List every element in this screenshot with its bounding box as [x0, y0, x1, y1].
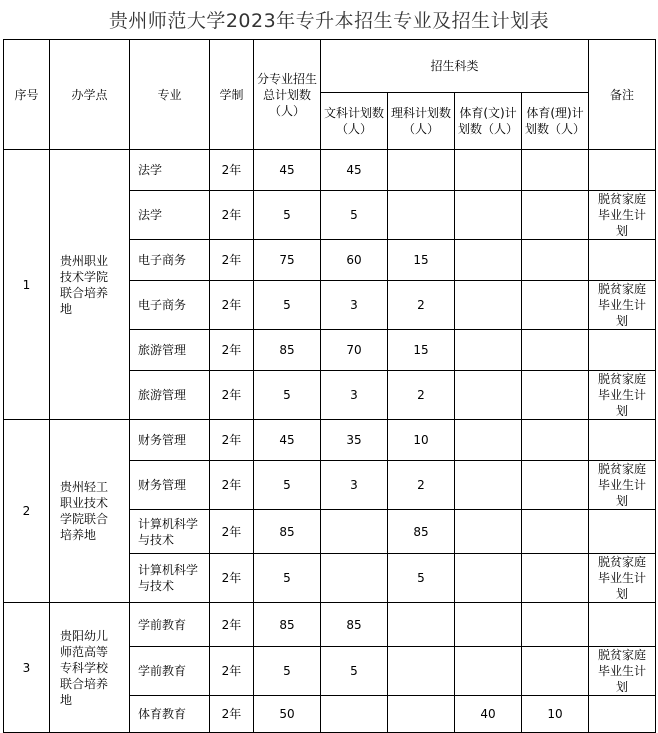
total-cell: 5	[254, 554, 321, 603]
total-cell: 5	[254, 647, 321, 696]
note-cell	[589, 150, 656, 191]
ty-wen-cell	[455, 240, 522, 281]
ty-wen-cell	[455, 554, 522, 603]
ty-wen-cell	[455, 603, 522, 647]
enrollment-plan-table	[3, 39, 656, 733]
years-cell: 2年	[210, 240, 254, 281]
ty-wen-cell	[455, 647, 522, 696]
table-row	[4, 420, 656, 461]
total-cell: 5	[254, 461, 321, 510]
header-li: 理科计划数（人）	[388, 93, 455, 150]
major-cell: 体育教育	[130, 696, 210, 733]
wen-cell: 60	[321, 240, 388, 281]
ty-li-cell	[522, 150, 589, 191]
total-cell: 85	[254, 330, 321, 371]
years-cell: 2年	[210, 150, 254, 191]
note-cell: 脱贫家庭毕业生计划	[589, 191, 656, 240]
note-cell	[589, 696, 656, 733]
major-cell: 旅游管理	[130, 371, 210, 420]
total-cell: 45	[254, 420, 321, 461]
ty-wen-cell	[455, 420, 522, 461]
li-cell	[388, 191, 455, 240]
major-cell: 财务管理	[130, 461, 210, 510]
wen-cell: 3	[321, 281, 388, 330]
ty-li-cell	[522, 371, 589, 420]
major-cell: 财务管理	[130, 420, 210, 461]
header-major: 专业	[130, 40, 210, 150]
note-cell	[589, 330, 656, 371]
note-cell	[589, 510, 656, 554]
li-cell: 15	[388, 330, 455, 371]
years-cell: 2年	[210, 647, 254, 696]
ty-li-cell	[522, 281, 589, 330]
page-title: 贵州师范大学2023年专升本招生专业及招生计划表	[108, 10, 550, 32]
li-cell	[388, 647, 455, 696]
wen-cell: 3	[321, 371, 388, 420]
wen-cell: 35	[321, 420, 388, 461]
ty-wen-cell	[455, 281, 522, 330]
li-cell: 5	[388, 554, 455, 603]
li-cell	[388, 150, 455, 191]
ty-li-cell	[522, 603, 589, 647]
li-cell: 15	[388, 240, 455, 281]
major-cell: 学前教育	[130, 603, 210, 647]
wen-cell: 5	[321, 647, 388, 696]
ty-li-cell	[522, 461, 589, 510]
wen-cell: 45	[321, 150, 388, 191]
header-seq: 序号	[4, 40, 50, 150]
header-note: 备注	[589, 40, 656, 150]
years-cell: 2年	[210, 371, 254, 420]
total-cell: 45	[254, 150, 321, 191]
site-cell: 贵阳幼儿师范高等专科学校联合培养地	[50, 603, 130, 733]
total-cell: 5	[254, 371, 321, 420]
total-cell: 75	[254, 240, 321, 281]
seq-cell: 2	[4, 420, 50, 603]
ty-wen-cell	[455, 330, 522, 371]
wen-cell: 70	[321, 330, 388, 371]
years-cell: 2年	[210, 554, 254, 603]
note-cell	[589, 420, 656, 461]
years-cell: 2年	[210, 510, 254, 554]
wen-cell: 85	[321, 603, 388, 647]
seq-cell: 1	[4, 150, 50, 420]
ty-wen-cell	[455, 191, 522, 240]
ty-wen-cell	[455, 510, 522, 554]
major-cell: 电子商务	[130, 240, 210, 281]
seq-cell: 3	[4, 603, 50, 733]
years-cell: 2年	[210, 330, 254, 371]
li-cell: 2	[388, 371, 455, 420]
wen-cell	[321, 696, 388, 733]
years-cell: 2年	[210, 461, 254, 510]
ty-li-cell	[522, 420, 589, 461]
header-total: 分专业招生总计划数（人）	[254, 40, 321, 150]
total-cell: 50	[254, 696, 321, 733]
note-cell: 脱贫家庭毕业生计划	[589, 461, 656, 510]
ty-wen-cell	[455, 461, 522, 510]
ty-wen-cell	[455, 150, 522, 191]
years-cell: 2年	[210, 603, 254, 647]
ty-li-cell	[522, 554, 589, 603]
header-site: 办学点	[50, 40, 130, 150]
header-category-group: 招生科类	[321, 40, 589, 93]
header-years: 学制	[210, 40, 254, 150]
wen-cell	[321, 554, 388, 603]
major-cell: 法学	[130, 150, 210, 191]
header-ty-li: 体育(理)计划数（人）	[522, 93, 589, 150]
header-ty-wen: 体育(文)计划数（人）	[455, 93, 522, 150]
years-cell: 2年	[210, 281, 254, 330]
ty-li-cell	[522, 330, 589, 371]
years-cell: 2年	[210, 420, 254, 461]
table-row	[4, 603, 656, 647]
total-cell: 85	[254, 510, 321, 554]
major-cell: 计算机科学与技术	[130, 510, 210, 554]
major-cell: 电子商务	[130, 281, 210, 330]
header-wen: 文科计划数（人）	[321, 93, 388, 150]
ty-li-cell	[522, 510, 589, 554]
years-cell: 2年	[210, 696, 254, 733]
li-cell: 85	[388, 510, 455, 554]
major-cell: 旅游管理	[130, 330, 210, 371]
major-cell: 计算机科学与技术	[130, 554, 210, 603]
site-cell: 贵州职业技术学院联合培养地	[50, 150, 130, 420]
note-cell: 脱贫家庭毕业生计划	[589, 371, 656, 420]
ty-li-cell	[522, 191, 589, 240]
li-cell: 2	[388, 281, 455, 330]
total-cell: 85	[254, 603, 321, 647]
major-cell: 学前教育	[130, 647, 210, 696]
site-cell: 贵州轻工职业技术学院联合培养地	[50, 420, 130, 603]
note-cell	[589, 603, 656, 647]
total-cell: 5	[254, 281, 321, 330]
li-cell	[388, 696, 455, 733]
li-cell	[388, 603, 455, 647]
ty-li-cell: 10	[522, 696, 589, 733]
wen-cell: 3	[321, 461, 388, 510]
total-cell: 5	[254, 191, 321, 240]
ty-wen-cell: 40	[455, 696, 522, 733]
note-cell: 脱贫家庭毕业生计划	[589, 554, 656, 603]
li-cell: 10	[388, 420, 455, 461]
note-cell: 脱贫家庭毕业生计划	[589, 281, 656, 330]
note-cell	[589, 240, 656, 281]
table-row	[4, 150, 656, 191]
note-cell: 脱贫家庭毕业生计划	[589, 647, 656, 696]
ty-wen-cell	[455, 371, 522, 420]
major-cell: 法学	[130, 191, 210, 240]
li-cell: 2	[388, 461, 455, 510]
wen-cell	[321, 510, 388, 554]
ty-li-cell	[522, 240, 589, 281]
years-cell: 2年	[210, 191, 254, 240]
wen-cell: 5	[321, 191, 388, 240]
ty-li-cell	[522, 647, 589, 696]
